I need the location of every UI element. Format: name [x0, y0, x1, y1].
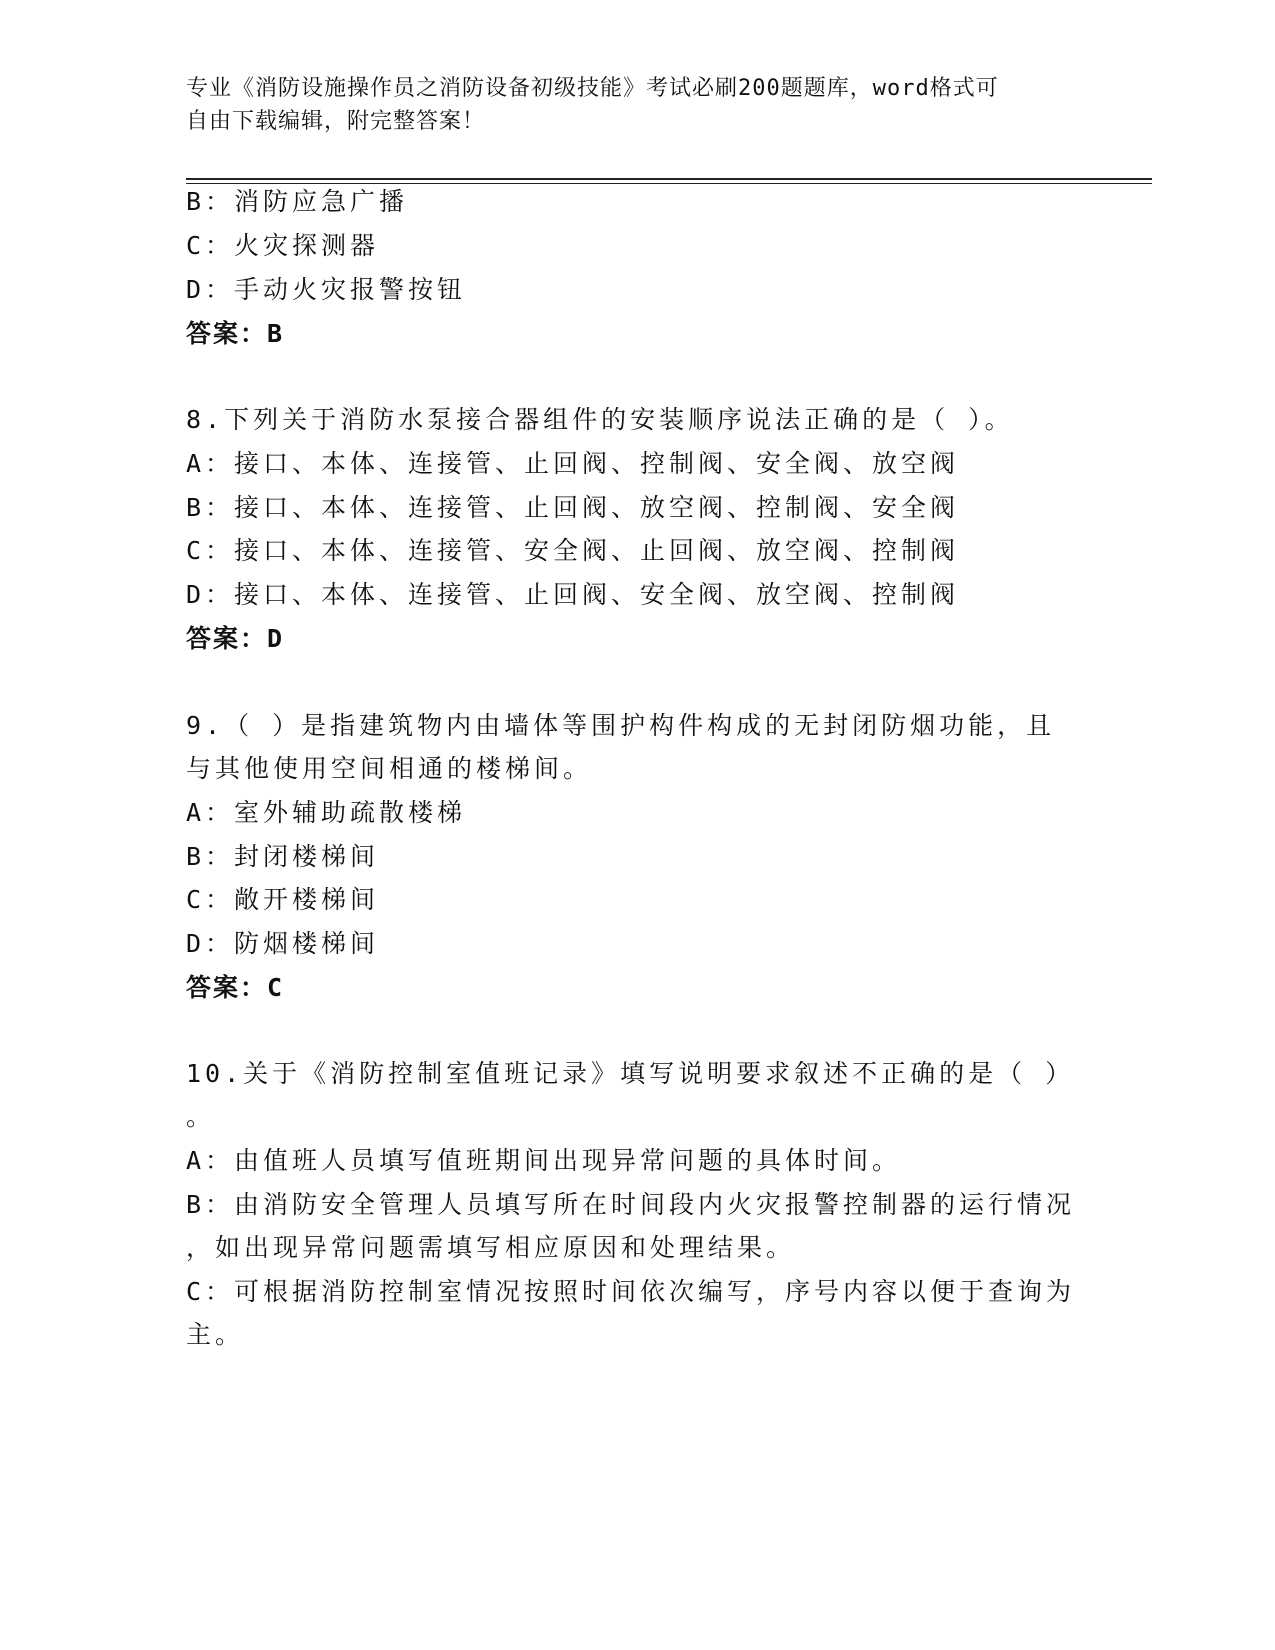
q9-question-line1: 9.（ ）是指建筑物内由墙体等围护构件构成的无封闭防烟功能，且 — [186, 711, 1056, 740]
header-title-line2: 自由下载编辑，附完整答案！ — [186, 109, 486, 134]
q9-option-c: C：敞开楼梯间 — [186, 885, 380, 914]
q8-option-d: D：接口、本体、连接管、止回阀、安全阀、放空阀、控制阀 — [186, 580, 960, 609]
q8-answer: 答案：D — [186, 624, 285, 653]
header-divider-thick — [186, 178, 1152, 180]
q10-question-line1: 10.关于《消防控制室值班记录》填写说明要求叙述不正确的是（ ） — [186, 1059, 1075, 1088]
q9-option-d: D：防烟楼梯间 — [186, 929, 380, 958]
q10-question-line2: 。 — [186, 1102, 216, 1131]
q10-option-b-line1: B：由消防安全管理人员填写所在时间段内火灾报警控制器的运行情况 — [186, 1190, 1076, 1219]
q7-option-b: B：消防应急广播 — [186, 187, 409, 216]
q8-option-a: A：接口、本体、连接管、止回阀、控制阀、安全阀、放空阀 — [186, 449, 960, 478]
q8-option-c: C：接口、本体、连接管、安全阀、止回阀、放空阀、控制阀 — [186, 536, 960, 565]
q10-option-c-line1: C：可根据消防控制室情况按照时间依次编写，序号内容以便于查询为 — [186, 1277, 1076, 1306]
header-divider-thin — [186, 183, 1152, 184]
q9-answer: 答案：C — [186, 973, 285, 1002]
q7-option-d: D：手动火灾报警按钮 — [186, 275, 467, 304]
q10-option-c-line2: 主。 — [186, 1320, 245, 1349]
q8-option-b: B：接口、本体、连接管、止回阀、放空阀、控制阀、安全阀 — [186, 493, 960, 522]
page-header — [186, 72, 1066, 138]
q9-option-a: A：室外辅助疏散楼梯 — [186, 798, 467, 827]
q7-option-c: C：火灾探测器 — [186, 231, 380, 260]
q8-question: 8.下列关于消防水泵接合器组件的安装顺序说法正确的是（ ）。 — [186, 405, 1014, 434]
q10-option-a: A：由值班人员填写值班期间出现异常问题的具体时间。 — [186, 1146, 902, 1175]
q7-answer: 答案：B — [186, 319, 285, 348]
q10-option-b-line2: ，如出现异常问题需填写相应原因和处理结果。 — [186, 1233, 796, 1262]
header-title-line1: 专业《消防设施操作员之消防设备初级技能》考试必刷200题题库，word格式可 — [186, 76, 999, 101]
q9-question-line2: 与其他使用空间相通的楼梯间。 — [186, 754, 593, 783]
q9-option-b: B：封闭楼梯间 — [186, 842, 380, 871]
